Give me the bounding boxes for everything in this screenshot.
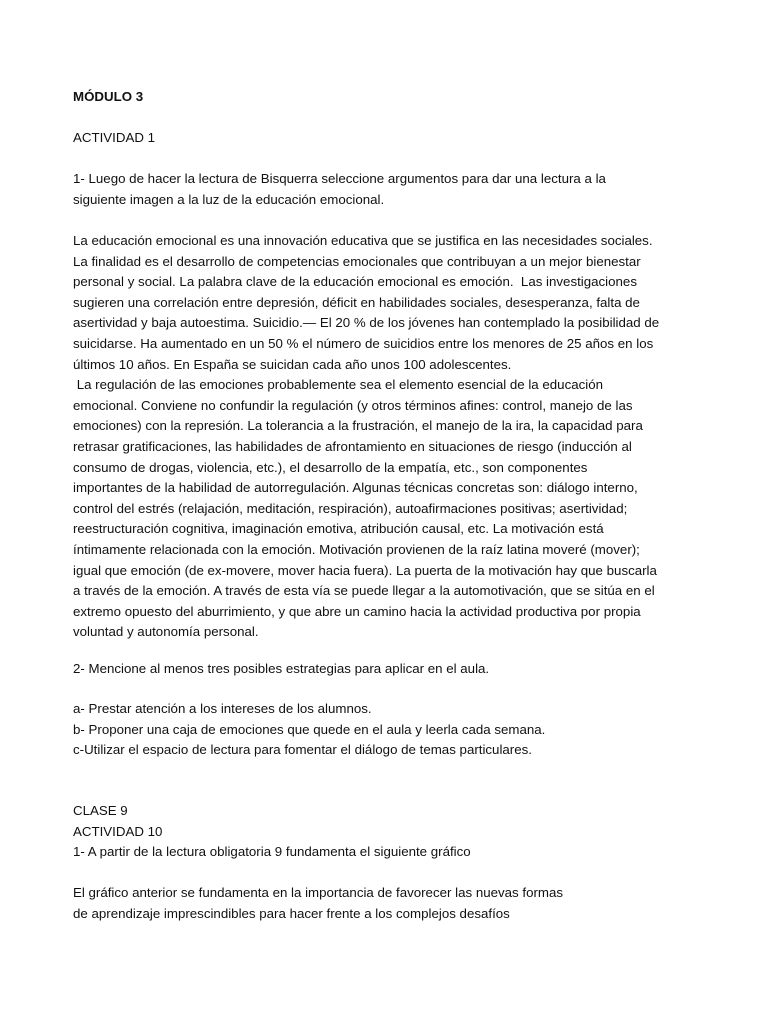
text-line: La finalidad es el desarrollo de competencias emocionales que contribuyan a un mejor bienestar [73,253,641,269]
module-title: MÓDULO 3 [73,89,144,104]
text-line: personal y social. La palabra clave de la educación emocional es emoción. Las investigaciones [73,274,637,290]
question-2: 2- Mencione al menos tres posibles estrategias para aplicar en el aula. [73,661,490,676]
activity-heading: ACTIVIDAD 10 [73,823,163,839]
text-line: íntimamente relacionada con la emoción. Motivación provienen de la raíz latina moveré (mover); [73,542,640,557]
text-line: consumo de drogas, violencia, etc.), el desarrollo de la empatía, etc., son componentes [73,459,588,475]
text-line: importantes de la habilidad de autorregulación. Algunas técnicas concretas son: diálogo interno, [73,480,638,496]
text-line: voluntad y autonomía personal. [73,624,259,640]
text-line: reestructuración cognitiva, imaginación emotiva, atribución causal, etc. La motivación está [73,521,604,537]
text-line: siguiente imagen a la luz de la educación emocional. [73,191,385,207]
text-line: emociones) con la represión. La tolerancia a la frustración, el manejo de la ira, la capacidad para [73,418,643,434]
text-line: extremo opuesto del aburrimiento, y que abre un camino hacia la actividad productiva por propia [73,603,641,619]
text-line: a través de la emoción. A través de esta vía se puede llegar a la automotivación, que se sitúa en el [73,583,655,599]
text-line: suicidarse. Ha aumentado en un 50 % el número de suicidios entre los menores de 25 años en los [73,336,654,351]
text-line: emocional. Conviene no confundir la regulación (y otros términos afines: control, manejo de las [73,397,633,413]
question-10: 1- A partir de la lectura obligatoria 9 fundamenta el siguiente gráfico [73,844,471,860]
text-line: control del estrés (relajación, meditación, respiración), autoafirmaciones positivas; asertividad; [73,500,628,516]
list-item: c-Utilizar el espacio de lectura para fomentar el diálogo de temas particulares. [73,742,532,758]
text-line: sugieren una correlación entre depresión, déficit en habilidades sociales, desesperanza, falta de [73,294,640,310]
text-line: igual que emoción (de ex-movere, mover hacia fuera). La puerta de la motivación hay que buscarla [73,562,657,578]
text-line: 1- Luego de hacer la lectura de Bisquerra seleccione argumentos para dar una lectura a la [73,171,606,186]
text-line: últimos 10 años. En España se suicidan cada año unos 100 adolescentes. [73,356,512,372]
text-line: El gráfico anterior se fundamenta en la importancia de favorecer las nuevas formas [73,885,564,900]
text-line: La regulación de las emociones probablemente sea el elemento esencial de la educación [73,377,604,393]
list-item: b- Proponer una caja de emociones que quede en el aula y leerla cada semana. [73,721,546,737]
text-line: de aprendizaje imprescindibles para hacer frente a los complejos desafíos [73,905,510,921]
text-line: asertividad y baja autoestima. Suicidio.— El 20 % de los jóvenes han contemplado la posibilidad de [73,315,660,331]
list-item: a- Prestar atención a los intereses de los alumnos. [73,701,372,716]
text-line: retrasar gratificaciones, las habilidades de afrontamiento en situaciones de riesgo (inducción al [73,439,632,454]
activity-heading: ACTIVIDAD 1 [73,130,156,145]
text-line: La educación emocional es una innovación educativa que se justifica en las necesidades sociales. [73,233,653,248]
class-heading: CLASE 9 [73,803,128,818]
